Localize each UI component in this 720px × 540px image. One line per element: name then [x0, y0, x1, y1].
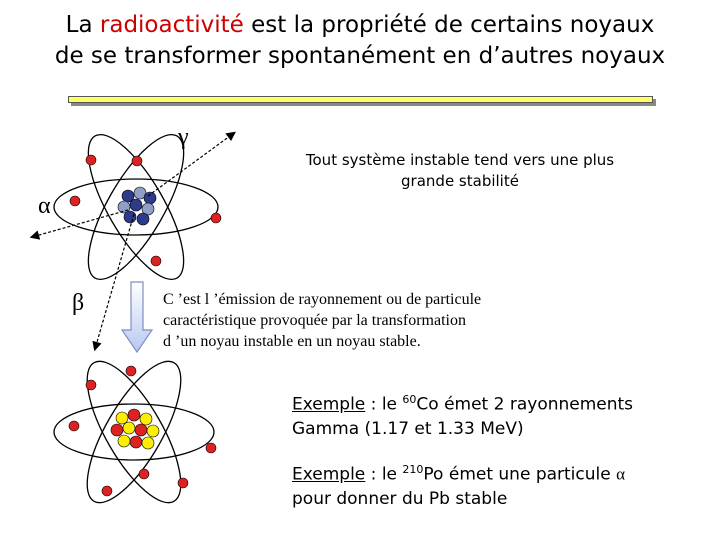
stable-nucleus — [111, 409, 159, 449]
example-cobalt-text: Co émet 2 rayonnements — [416, 394, 634, 415]
stability-line-1: Tout système instable tend vers une plus — [305, 151, 615, 169]
definition-line-2: caractéristique provoquée par la transformation — [163, 312, 466, 329]
example-polonium — [292, 458, 625, 511]
unstable-nucleus — [118, 187, 156, 225]
mass-number: 60 — [402, 393, 417, 406]
title-text-rest: est la propriété de certains noyaux — [243, 12, 655, 38]
title-text: La — [65, 12, 100, 38]
transformation-arrow — [122, 282, 152, 352]
example-polonium-line-1 — [292, 458, 625, 487]
example-label: Exemple — [292, 464, 366, 485]
alpha-label: α — [38, 193, 51, 219]
example-label: Exemple — [292, 394, 366, 415]
stability-line-2: grande stabilité — [401, 172, 519, 190]
example-polonium-line-2: pour donner du Pb stable — [292, 488, 508, 509]
gamma-label: γ — [178, 124, 189, 150]
title-line-2: de se transformer spontanément en d’autres noyaux — [54, 43, 666, 69]
definition-line-3: d ’un noyau instable en un noyau stable. — [163, 333, 421, 350]
example-prefix: : le — [365, 464, 403, 485]
example-cobalt — [292, 388, 633, 441]
stability-text — [250, 150, 670, 192]
example-cobalt-line-2: Gamma (1.17 et 1.33 MeV) — [292, 418, 524, 439]
definition-text — [163, 289, 481, 352]
example-cobalt-line-1 — [292, 388, 633, 417]
stable-atom — [54, 349, 216, 516]
alpha-symbol: α — [616, 464, 626, 484]
beta-label: β — [72, 290, 85, 316]
unstable-atom — [54, 122, 221, 292]
mass-number: 210 — [402, 463, 424, 476]
example-polonium-text: Po émet une particule — [423, 464, 617, 485]
definition-line-1: C ’est l ’émission de rayonnement ou de particule — [163, 291, 482, 308]
title-highlight: radioactivité — [99, 12, 244, 38]
example-prefix: : le — [365, 394, 403, 415]
